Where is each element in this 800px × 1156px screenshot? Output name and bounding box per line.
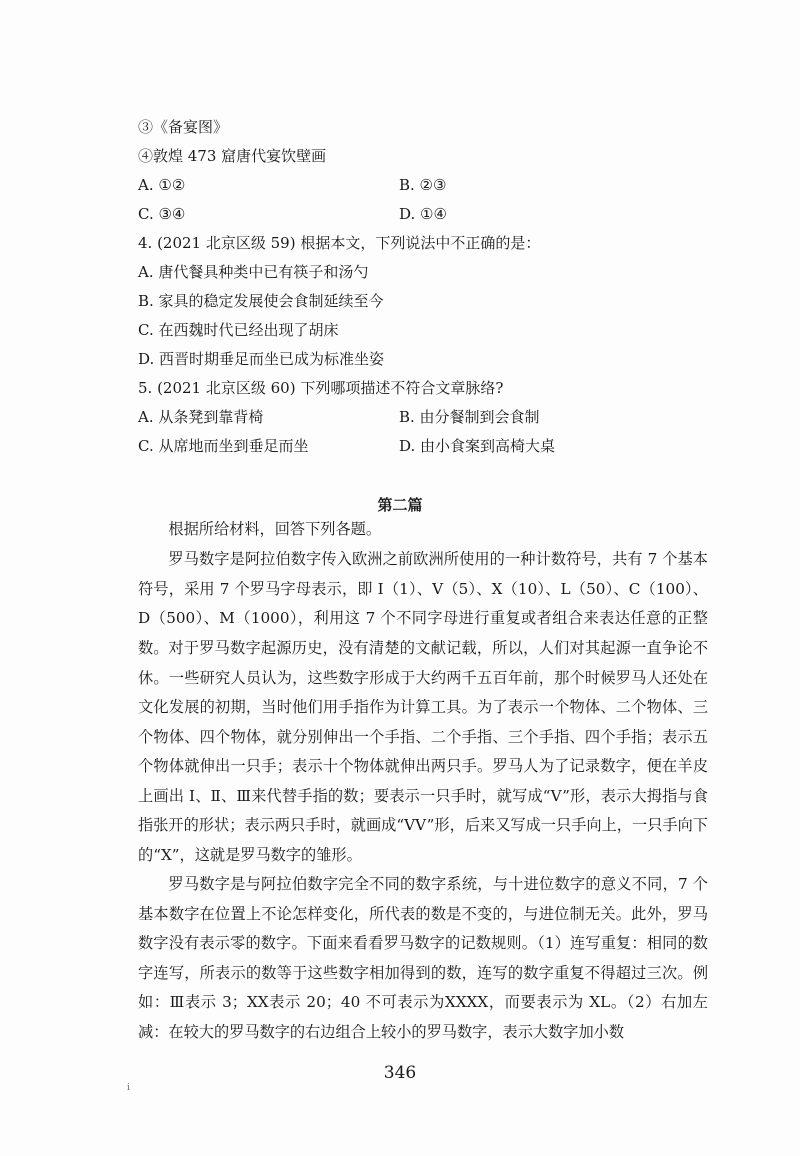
q3-option-c: C. ③④ <box>138 205 186 223</box>
q4-option-a: A. 唐代餐具种类中已有筷子和汤勺 <box>138 263 369 281</box>
body-paragraph-1: 罗马数字是阿拉伯数字传入欧洲之前欧洲所使用的一种计数符号，共有 7 个基本符号，采用 7 个罗马字母表示，即 I（1）、V（5）、X（10）、L（50）、C（100）、D（500）、M（1000），利用这 7 个不同字母进行重复或者组合来表达任意的正整数。 <box>138 550 708 657</box>
scan-mark: i <box>127 1083 130 1093</box>
q4-option-d: D. 西晋时期垂足而坐已成为标准坐姿 <box>138 350 385 368</box>
q5-option-a: A. 从条凳到靠背椅 <box>138 408 264 426</box>
q4-option-c: C. 在西魏时代已经出现了胡床 <box>138 321 339 339</box>
q5-option-d: D. 由小食案到高椅大桌 <box>399 437 556 455</box>
option-item-4: ④敦煌 473 窟唐代宴饮壁画 <box>138 147 327 165</box>
q3-option-b: B. ②③ <box>399 176 447 194</box>
section-heading: 第二篇 <box>377 496 423 514</box>
q4-option-b: B. 家具的稳定发展使会食制延续至今 <box>138 292 384 310</box>
question-5-stem: 5. (2021 北京区级 60) 下列哪项描述不符合文章脉络? <box>138 379 504 397</box>
instruction-paragraph: 根据所给材料，回答下列各题。 <box>168 520 382 538</box>
body-paragraph-2: 对于罗马数字起源历史，没有清楚的文献记载，所以，人们对其起源一直争论不休。一些研究人员认为，这些数字形成于大约两千五百年前，那个时候罗马人还处在文化发展的初期，当时他们用手指作为计算工具。为了表示一个物体、二个物体、三个物体、四个物体，就分别伸出一个手指、二个手指、三个手指、四个手指；表示五个物体就伸出一只手；表示十个物体就伸出两只手。罗马人为了记录数字，便在羊皮上画出 Ⅰ、Ⅱ、Ⅲ来代替手指的数；要表示一只手时，就写成“V”形，表示大拇指与食指张开的形状；表示两只手时，就画成“VV”形，后来又写成一只手向上，一只手向下的“X”，这就是罗马数字的雏形。 <box>138 639 708 864</box>
q5-option-b: B. 由分餐制到会食制 <box>399 408 540 426</box>
q5-option-c: C. 从席地而坐到垂足而坐 <box>138 437 309 455</box>
q3-option-a: A. ①② <box>138 176 186 194</box>
option-item-3: ③《备宴图》 <box>138 118 229 136</box>
page-number: 346 <box>383 1063 417 1083</box>
body-paragraph-3: 罗马数字是与阿拉伯数字完全不同的数字系统，与十进位数字的意义不同，7 个基本数字在位置上不论怎样变化，所代表的数是不变的，与进位制无关。此外，罗马数字没有表示零的数字。下面来看看罗马数字的记数规则。（1）连写重复：相同的数字连写，所表示的数等于这些数字相加得到的数，连写的数字重复不得超过三次。例如：Ⅲ表示 3；XX表示 20；40 不可表示为XXXX，而要表示为 XL。（2）右加左减：在较大的罗马数字的右边组合上较小的罗马数字，表示大数字加小数 <box>138 875 708 1041</box>
question-4-stem: 4. (2021 北京区级 59) 根据本文，下列说法中不正确的是： <box>138 234 541 252</box>
q3-option-d: D. ①④ <box>399 205 447 223</box>
